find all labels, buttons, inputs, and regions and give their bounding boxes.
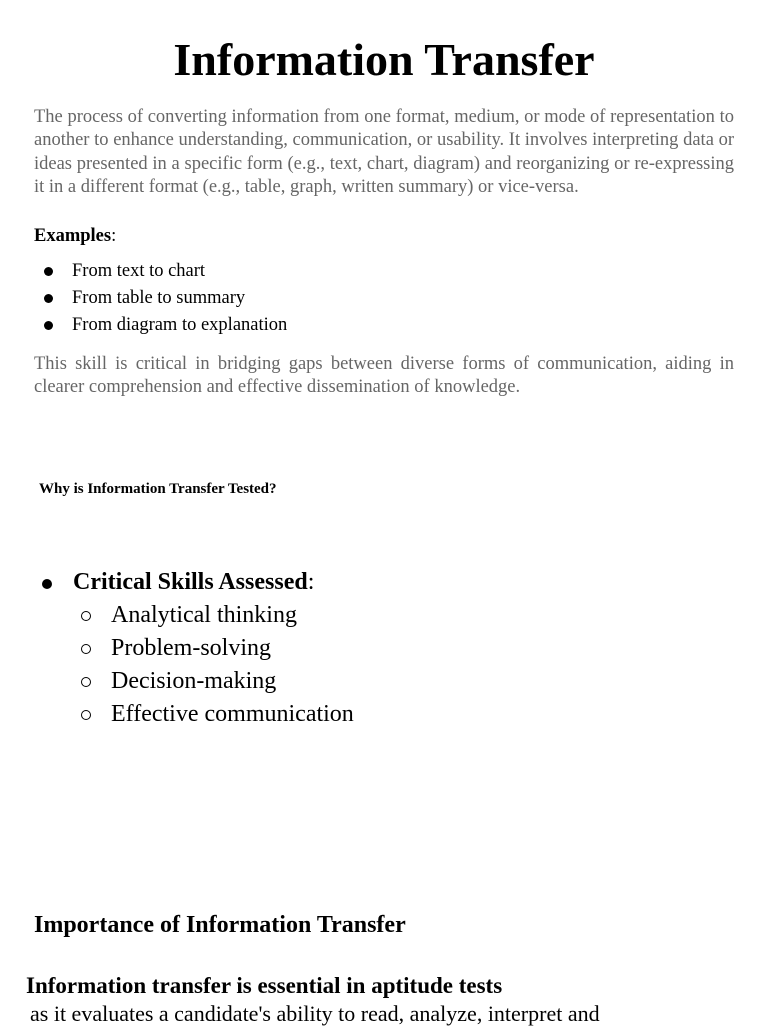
examples-list: [0, 259, 287, 340]
section-heading-importance: Importance of Information Transfer: [34, 912, 406, 938]
list-item: [0, 259, 287, 286]
skill-text: Problem-solving: [111, 635, 271, 661]
hollow-bullet-icon: [81, 677, 91, 687]
skills-list: [0, 566, 354, 731]
hollow-bullet-icon: [81, 644, 91, 654]
list-item: [0, 632, 354, 665]
skills-label: Critical Skills Assessed: [73, 569, 308, 595]
examples-label-text: Examples: [34, 226, 112, 246]
bullet-icon: [44, 294, 53, 303]
examples-label-colon: :: [111, 226, 117, 246]
list-item: [0, 286, 287, 313]
skill-text: Effective communication: [111, 701, 354, 727]
section-heading-essential: Information transfer is essential in aptitude tests: [26, 973, 503, 998]
example-text: From table to summary: [72, 288, 246, 308]
skills-item: [0, 566, 354, 731]
intro-paragraph: The process of converting information from one format, medium, or mode of representation to another to enhance understanding, communication, or usability. It involves interpreting data or ideas presented in a specific form (e.g., text, chart, diagram) and reorganizing or re-expressing it in a different format (e.g., table, graph, written summary) or vice-versa.: [34, 107, 734, 198]
skill-text: Analytical thinking: [111, 602, 297, 628]
bullet-icon: [44, 321, 53, 330]
list-item: [0, 698, 354, 731]
examples-label: [34, 224, 116, 248]
bullet-icon: [44, 267, 53, 276]
cutoff-text-line: [30, 1001, 680, 1026]
skill-text: Decision-making: [111, 668, 277, 694]
bullet-icon: [42, 579, 52, 589]
list-item: [0, 313, 287, 340]
list-item: [0, 665, 354, 698]
section-heading-why: Why is Information Transfer Tested?: [39, 481, 277, 497]
hollow-bullet-icon: [81, 710, 91, 720]
example-text: From text to chart: [72, 261, 206, 281]
skills-label-colon: :: [307, 569, 315, 595]
list-item: [0, 599, 354, 632]
page-title: Information Transfer: [173, 34, 595, 85]
hollow-bullet-icon: [81, 611, 91, 621]
example-text: From diagram to explanation: [72, 315, 288, 335]
skills-sublist: [73, 599, 354, 731]
closing-paragraph: This skill is critical in bridging gaps between diverse forms of communication, aiding in clearer comprehension and effective dissemination of knowledge.: [34, 354, 734, 398]
cutoff-text: as it evaluates a candidate's ability to read, analyze, interpret and: [30, 1001, 600, 1026]
